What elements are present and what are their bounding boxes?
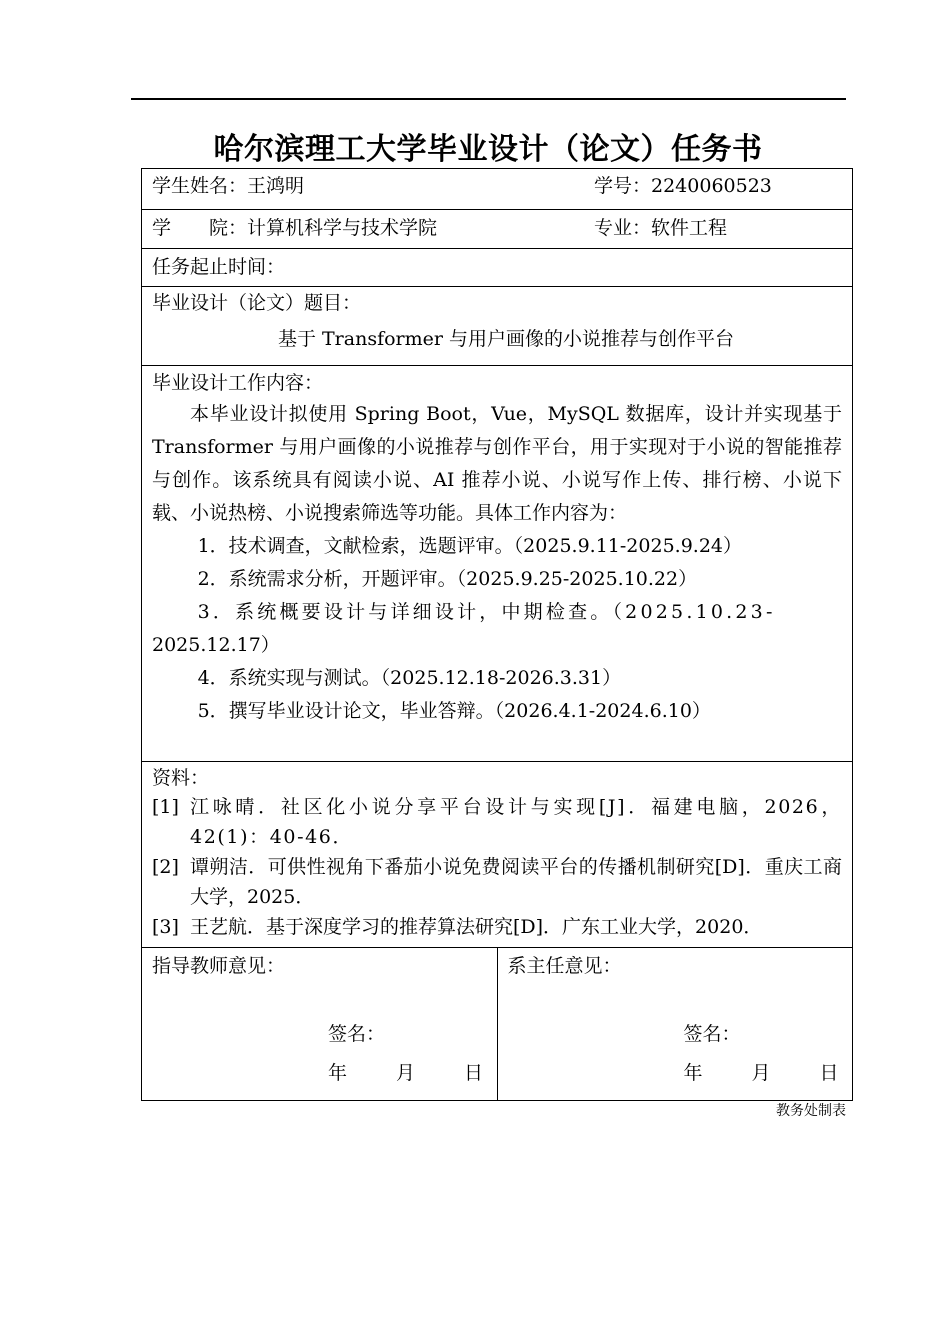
head-date [684,1059,839,1087]
reference-text: 江咏晴．社区化小说分享平台设计与实现[J]．福建电脑，2026，42(1)：40-46． [190,796,842,848]
student-id: 学号：2240060523 [594,175,772,197]
work-step-3-line2: 2025.12.17） [152,634,280,656]
reference-text: 谭朔洁．可供性视角下番茄小说免费阅读平台的传播机制研究[D]．重庆工商大学，2025． [190,856,842,908]
advisor-date [328,1059,483,1087]
head-opinion-cell [497,948,853,1100]
opinion-row [142,948,852,1100]
work-step-3 [152,596,842,662]
advisor-signature-label: 签名： [328,1023,386,1045]
work-step-5: 5．撰写毕业设计论文，毕业答辩。（2026.4.1-2024.6.10） [197,700,711,722]
reference-item [152,852,842,912]
reference-item [152,792,842,852]
college-name: 学 院：计算机科学与技术学院 [152,217,438,239]
work-step-1: 1．技术调查，文献检索，选题评审。（2025.9.11-2025.9.24） [197,535,742,557]
work-step-2: 2．系统需求分析，开题评审。（2025.9.25-2025.10.22） [197,568,698,590]
references-label: 资料： [152,767,210,789]
reference-number: [3] [152,916,179,938]
work-content-row [142,366,852,762]
advisor-opinion-cell [142,948,497,1100]
reference-text: 王艺航．基于深度学习的推荐算法研究[D]．广东工业大学，2020． [190,916,763,938]
head-signature-label: 签名： [683,1023,741,1045]
work-content-paragraph: 本毕业设计拟使用 Spring Boot，Vue，MySQL 数据库，设计并实现基于 Transformer 与用户画像的小说推荐与创作平台，用于实现对于小说的智能推荐与创作。该系统具有阅读小说、AI 推荐小说、小说写作上传、排行榜、小说下载、小说热榜、小说搜索筛选等功能。具体工作内容为： [152,403,842,524]
work-content-label: 毕业设计工作内容： [152,372,324,394]
student-name: 学生姓名：王鸿明 [152,175,305,197]
month-label: 月 [395,1062,415,1084]
document-title: 哈尔滨理工大学毕业设计（论文）任务书 [213,132,763,167]
month-label: 月 [751,1062,771,1084]
reference-number: [1] [152,796,179,818]
reference-item [152,912,842,942]
period-row [142,249,852,287]
day-label: 日 [819,1062,839,1084]
student-row [142,169,852,210]
header-rule [131,98,846,100]
work-step-4: 4．系统实现与测试。（2025.12.18-2026.3.31） [197,667,622,689]
reference-number: [2] [152,856,179,878]
day-label: 日 [463,1062,483,1084]
references-row [142,762,852,948]
task-form-table [141,168,853,1101]
work-step-3-line1: 3．系统概要设计与详细设计，中期检查。（2025.10.23- [197,601,776,623]
footer-note: 教务处制表 [776,1103,846,1119]
topic-row [142,287,852,366]
period-label: 任务起止时间： [152,256,286,278]
year-label: 年 [328,1062,348,1084]
year-label: 年 [683,1062,703,1084]
head-opinion-label: 系主任意见： [507,955,622,977]
college-row [142,210,852,249]
major-name: 专业：软件工程 [594,217,728,239]
topic-label: 毕业设计（论文）题目： [152,292,362,314]
topic-title: 基于 Transformer 与用户画像的小说推荐与创作平台 [277,328,735,350]
advisor-opinion-label: 指导教师意见： [152,955,286,977]
